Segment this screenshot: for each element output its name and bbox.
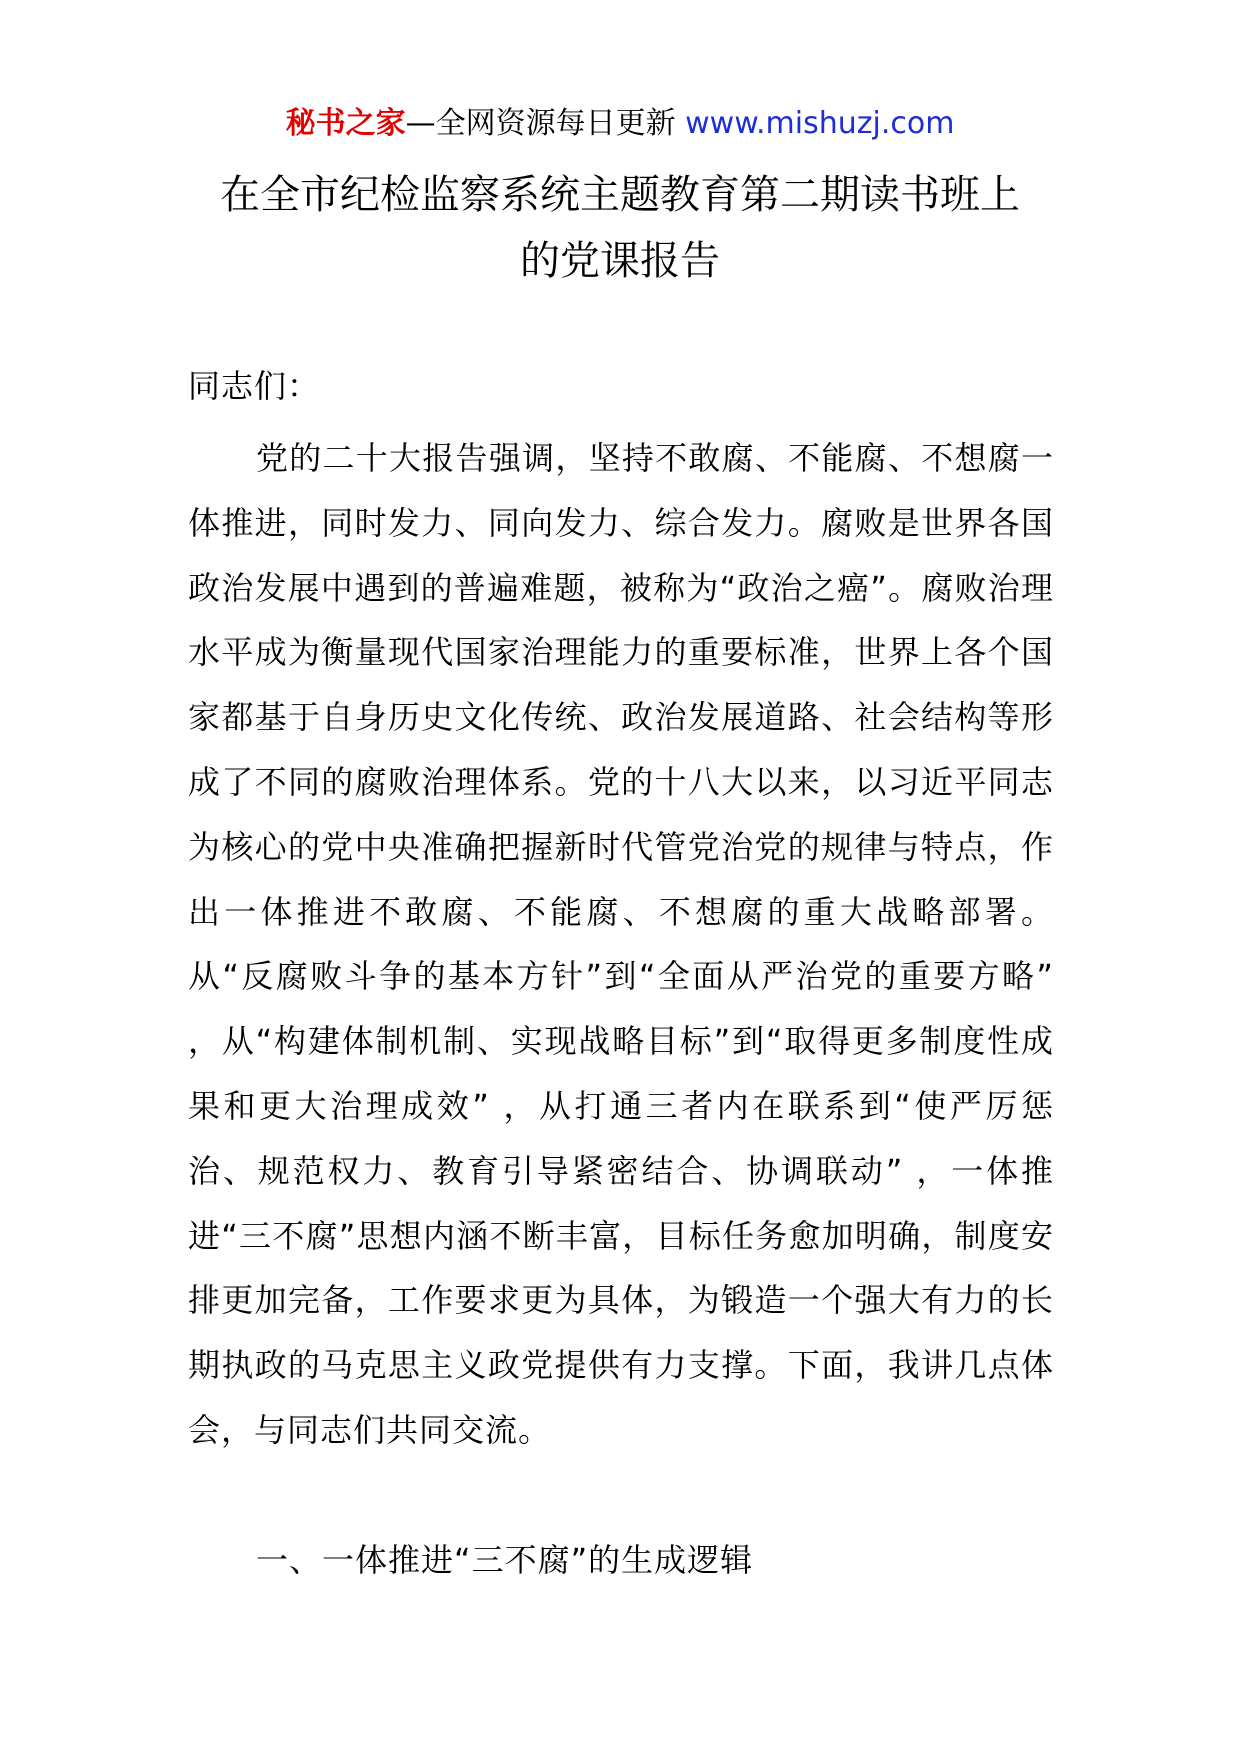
site-tagline: —全网资源每日更新	[405, 106, 676, 141]
site-brand: 秘书之家	[285, 106, 406, 141]
document-title	[150, 162, 1090, 294]
body-paragraph: 党的二十大报告强调，坚持不敢腐、不能腐、不想腐一体推进，同时发力、同向发力、综合发力。腐败是世界各国政治发展中遇到的普遍难题，被称为“政治之癌”。腐败治理水平成为衡量现代国家治理能力的重要标准，世界上各个国家都基于自身历史文化传统、政治发展道路、社会结构等形成了不同的腐败治理体系。党的十八大以来，以习近平同志为核心的党中央准确把握新时代管党治党的规律与特点，作出一体推进不敢腐、不能腐、不想腐的重大战略部署。从“反腐败斗争的基本方针”到“全面从严治党的重要方略” ，从“构建体制机制、实现战略目标”到“取得更多制度性成果和更大治理成效” ，从打通三者内在联系到“使严厉惩治、规范权力、教育引导紧密结合、协调联动” ，一体推进“三不腐”思想内涵不断丰富，目标任务愈加明确，制度安排更加完备，工作要求更为具体，为锻造一个强大有力的长期执政的马克思主义政党提供有力支撑。下面，我讲几点体会，与同志们共同交流。	[188, 439, 1054, 1449]
document-title-line2: 的党课报告	[520, 238, 720, 284]
salutation: 同志们：	[188, 367, 321, 405]
section-heading: 一、一体推进“三不腐”的生成逻辑	[256, 1541, 754, 1579]
document-title-line1: 在全市纪检监察系统主题教育第二期读书班上	[220, 172, 1020, 218]
site-header	[0, 100, 1240, 148]
site-url-link[interactable]: www.mishuzj.com	[685, 106, 955, 141]
